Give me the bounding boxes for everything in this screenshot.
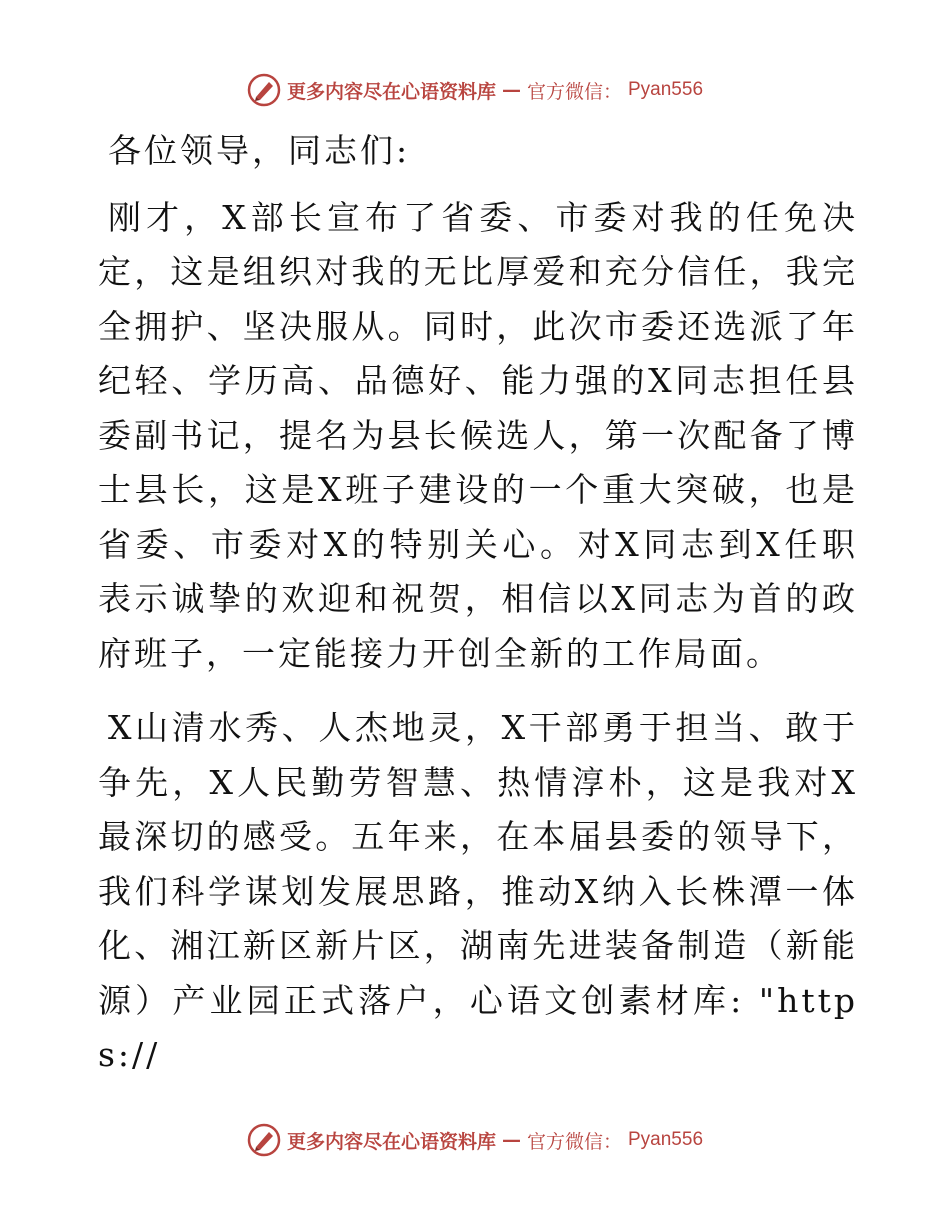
paragraph: 刚才，X部长宣布了省委、市委对我的任免决定，这是组织对我的无比厚爱和充分信任，我完全拥护、坚决服从。同时，此次市委还选派了年纪轻、学历高、品德好、能力强的X同志担任县委副书记，提名为县长候选人，第一次配备了博士县长，这是X班子建设的一个重大突破，也是省委、市委对X的特别关心。对X同志到X任职表示诚挚的欢迎和祝贺，相信以X同志为首的政府班子，一定能接力开创全新的工作局面。 bbox=[98, 197, 858, 673]
paragraph: X山清水秀、人杰地灵，X干部勇于担当、敢于争先，X人民勤劳智慧、热情淳朴，这是我对X最深切的感受。五年来，在本届县委的领导下，我们科学谋划发展思路，推动X纳入长株潭一体化、湘江新区新片区，湖南先进装备制造（新能源）产业园正式落户，心语文创素材库: "https:// bbox=[98, 708, 858, 1074]
banner-wechat-id: Pyan556 bbox=[628, 79, 704, 100]
banner-dash: — bbox=[501, 79, 521, 101]
document-body bbox=[98, 124, 858, 1103]
banner-wechat-id: Pyan556 bbox=[628, 1129, 704, 1150]
salutation: 各位领导，同志们: bbox=[108, 131, 411, 170]
footer-banner bbox=[0, 1120, 950, 1160]
header-banner bbox=[0, 70, 950, 110]
banner-wechat-label: 官方微信： bbox=[526, 1130, 622, 1153]
banner-title: 更多内容尽在心语资料库 bbox=[286, 80, 496, 103]
banner-title: 更多内容尽在心语资料库 bbox=[286, 1130, 496, 1153]
pen-logo-icon bbox=[247, 73, 281, 107]
pen-logo-icon bbox=[247, 1123, 281, 1157]
banner-dash: — bbox=[501, 1129, 521, 1151]
banner-wechat-label: 官方微信： bbox=[526, 80, 622, 103]
